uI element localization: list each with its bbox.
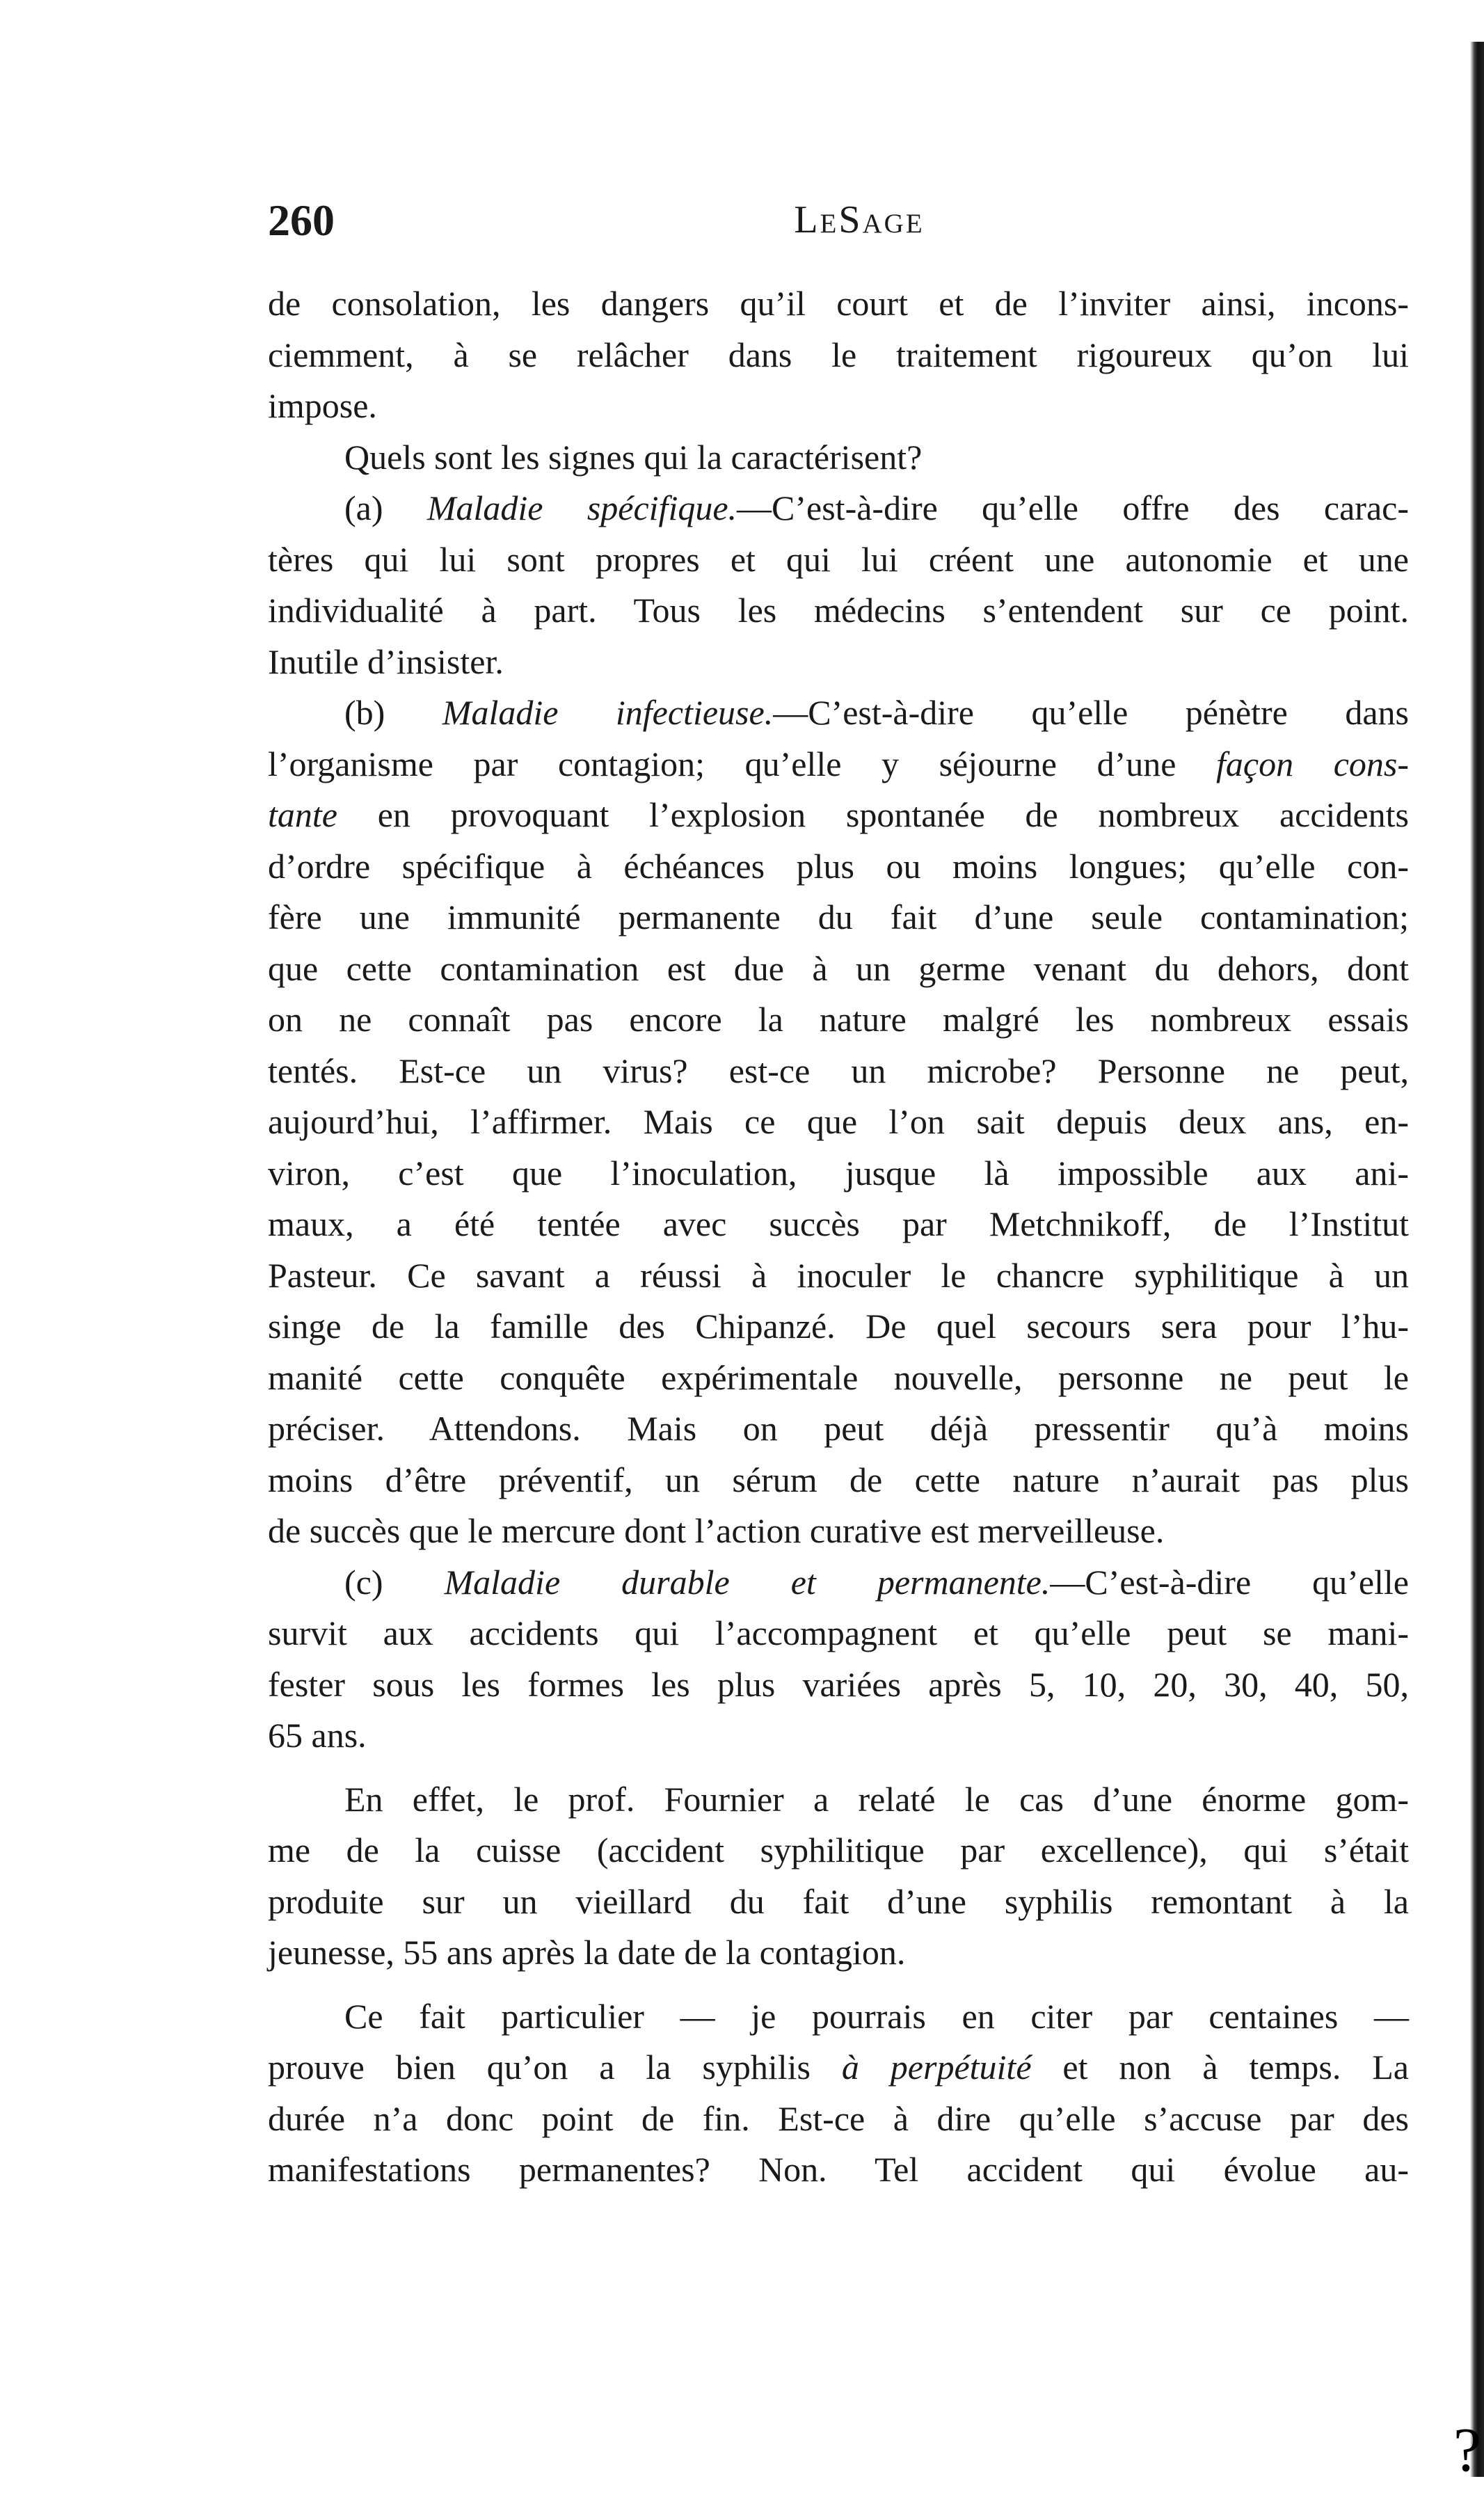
edge-mark: ?	[1453, 2416, 1481, 2485]
text-line: aujourd’hui, l’affirmer. Mais ce que l’on sait depuis deux ans, en-	[268, 1102, 1409, 1141]
text-line: individualité à part. Tous les médecins s’entendent sur ce point.	[268, 591, 1409, 630]
text-line: de consolation, les dangers qu’il court et de l’inviter ainsi, incons-	[268, 284, 1409, 323]
text-line: Inutile d’insister.	[268, 641, 504, 681]
text-line: survit aux accidents qui l’accompagnent et qu’elle peut se mani-	[268, 1613, 1409, 1652]
text-line: En effet, le prof. Fournier a relaté le cas d’une énorme gom-	[344, 1779, 1409, 1819]
text-line: tante en provoquant l’explosion spontanée de nombreux accidents	[268, 795, 1409, 834]
running-head: LeSage	[794, 198, 925, 241]
page-header	[268, 195, 1409, 250]
text-line: Pasteur. Ce savant a réussi à inoculer le chancre syphilitique à un	[268, 1255, 1409, 1295]
text-line: durée n’a donc point de fin. Est-ce à dire qu’elle s’accuse par des	[268, 2098, 1409, 2138]
text-line: manité cette conquête expérimentale nouvelle, personne ne peut le	[268, 1357, 1409, 1397]
text-line: tères qui lui sont propres et qui lui créent une autonomie et une	[268, 539, 1409, 579]
text-line: me de la cuisse (accident syphilitique par excellence), qui s’était	[268, 1831, 1409, 1869]
text-line: de succès que le mercure dont l’action curative est merveilleuse.	[268, 1511, 1165, 1550]
text-line: d’ordre spécifique à échéances plus ou moins longues; qu’elle con-	[268, 846, 1409, 886]
text-line: l’organisme par contagion; qu’elle y séjourne d’une façon cons-	[268, 744, 1409, 783]
text-line: (b) Maladie infectieuse.—C’est-à-dire qu’elle pénètre dans	[344, 693, 1410, 732]
text-line: on ne connaît pas encore la nature malgré les nombreux essais	[268, 1000, 1409, 1039]
text-line: ciemment, à se relâcher dans le traitement rigoureux qu’on lui	[268, 335, 1409, 374]
text-line: Ce fait particulier — je pourrais en citer par centaines —	[344, 1996, 1409, 2036]
page-number: 260	[268, 196, 335, 245]
text-line: préciser. Attendons. Mais on peut déjà pressentir qu’à moins	[268, 1409, 1409, 1448]
text-line: manifestations permanentes? Non. Tel accident qui évolue au-	[268, 2150, 1409, 2189]
text-line: (a) Maladie spécifique.—C’est-à-dire qu’elle offre des carac-	[344, 488, 1409, 527]
text-line: prouve bien qu’on a la syphilis à perpétuité et non à temps. La	[268, 2048, 1409, 2087]
body-text	[268, 278, 1409, 2196]
text-line: fester sous les formes les plus variées après 5, 10, 20, 30, 40, 50,	[268, 1664, 1409, 1704]
text-line: que cette contamination est due à un germe venant du dehors, dont	[268, 948, 1409, 988]
text-line: (c) Maladie durable et permanente.—C’est-à-dire qu’elle	[344, 1562, 1409, 1602]
text-line: tentés. Est-ce un virus? est-ce un microbe? Personne ne peut,	[268, 1051, 1409, 1090]
text-line: produite sur un vieillard du fait d’une syphilis remontant à la	[268, 1881, 1409, 1921]
text-line: maux, a été tentée avec succès par Metchnikoff, de l’Institut	[268, 1204, 1409, 1243]
text-line: impose.	[268, 386, 377, 425]
text-line: Quels sont les signes qui la caractérisent?	[344, 437, 923, 477]
text-line: moins d’être préventif, un sérum de cette nature n’aurait pas plus	[268, 1460, 1409, 1499]
text-line: fère une immunité permanente du fait d’une seule contamination;	[268, 898, 1409, 936]
text-line: 65 ans.	[268, 1716, 367, 1755]
binding-edge	[1470, 42, 1484, 2477]
text-line: jeunesse, 55 ans après la date de la contagion.	[268, 1933, 906, 1972]
text-line: viron, c’est que l’inoculation, jusque là impossible aux ani-	[268, 1153, 1409, 1193]
text-line: singe de la famille des Chipanzé. De quel secours sera pour l’hu-	[268, 1307, 1409, 1346]
